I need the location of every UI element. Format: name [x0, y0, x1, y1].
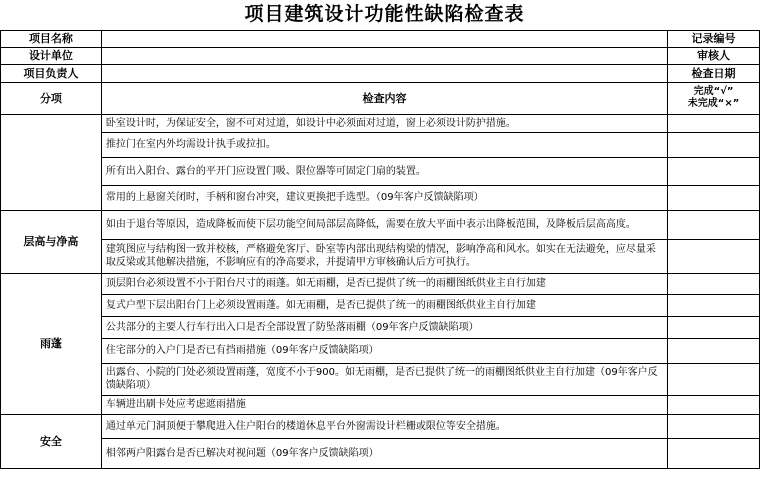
project-name-label: 项目名称: [1, 30, 102, 47]
check-item: 推拉门在室内外均需设计执手或拉扣。: [101, 132, 667, 157]
table-row: [1, 294, 760, 316]
title-row: [1, 0, 760, 30]
check-item: 建筑图应与结构图一致并校核，严格避免客厅、卧室等内部出现结构梁的情况，影响净高和风水。如实在无法避免，应尽量采取反梁或其他解决措施，不影响应有的净高要求，并提请甲方审核确认后方可执行。: [101, 239, 667, 273]
content-header: 检查内容: [101, 82, 667, 114]
column-header-row: [1, 82, 760, 114]
record-no-label: 记录编号: [668, 30, 760, 47]
check-item: 如由于退台等原因，造成降板而使下层功能空间局部层高降低，需要在放大平面中表示出降板范围，及降板后层高高度。: [101, 210, 667, 239]
status-cell[interactable]: [668, 210, 760, 239]
status-cell[interactable]: [668, 316, 760, 338]
table-row: [1, 273, 760, 294]
table-row: [1, 338, 760, 363]
check-item: 顶层阳台必须设置不小于阳台尺寸的雨蓬。如无雨棚，是否已提供了统一的雨棚图纸供业主自行加建: [101, 273, 667, 294]
check-item: 复式户型下层出阳台门上必须设置雨蓬。如无雨棚，是否已提供了统一的雨棚图纸供业主自行加建: [101, 294, 667, 316]
info-row-project-lead: [1, 64, 760, 82]
status-cell[interactable]: [668, 132, 760, 157]
info-row-design-unit: [1, 47, 760, 64]
status-cell[interactable]: [668, 114, 760, 132]
status-cell[interactable]: [668, 157, 760, 185]
check-item: 所有出入阳台、露台的平开门应设置门吸、限位器等可固定门扇的装置。: [101, 157, 667, 185]
table-row: [1, 132, 760, 157]
status-cell[interactable]: [668, 414, 760, 438]
page-title: 项目建筑设计功能性缺陷检查表: [101, 0, 667, 30]
status-cell[interactable]: [668, 363, 760, 395]
table-row: [1, 414, 760, 438]
title-left-blank: [1, 0, 102, 30]
status-cell[interactable]: [668, 185, 760, 210]
check-item: 出露台、小院的门处必须设置雨蓬，宽度不小于900。如无雨棚，是否已提供了统一的雨棚图纸供业主自行加建（09年客户反馈缺陷项）: [101, 363, 667, 395]
info-row-project-name: [1, 30, 760, 47]
category-cell-canopy: 雨蓬: [1, 273, 102, 414]
status-cell[interactable]: [668, 239, 760, 273]
status-cell[interactable]: [668, 395, 760, 414]
check-item: 常用的上悬窗关闭时，手柄和窗台冲突，建议更换把手选型。（09年客户反馈缺陷项）: [101, 185, 667, 210]
status-cell[interactable]: [668, 338, 760, 363]
status-header-line1: 完成“√”: [693, 86, 734, 97]
check-date-label: 检查日期: [668, 64, 760, 82]
status-cell[interactable]: [668, 294, 760, 316]
status-cell[interactable]: [668, 438, 760, 468]
category-header: 分项: [1, 82, 102, 114]
table-row: [1, 363, 760, 395]
status-header: [668, 82, 760, 114]
table-row: [1, 395, 760, 414]
check-item: 车辆进出刷卡处应考虑遮雨措施: [101, 395, 667, 414]
status-cell[interactable]: [668, 273, 760, 294]
category-cell-general: [1, 114, 102, 210]
design-unit-label: 设计单位: [1, 47, 102, 64]
table-row: [1, 185, 760, 210]
check-item: 住宅部分的入户门是否已有挡雨措施（09年客户反馈缺陷项）: [101, 338, 667, 363]
design-unit-value[interactable]: [101, 47, 667, 64]
check-item: 卧室设计时，为保证安全，窗不可对过道，如设计中必须面对过道，窗上必须设计防护措施。: [101, 114, 667, 132]
table-row: [1, 239, 760, 273]
project-name-value[interactable]: [101, 30, 667, 47]
table-row: [1, 316, 760, 338]
check-item: 公共部分的主要人行车行出入口是否全部设置了防坠落雨棚（09年客户反馈缺陷项）: [101, 316, 667, 338]
project-lead-value[interactable]: [101, 64, 667, 82]
check-item: 相邻两户阳露台是否已解决对视问题（09年客户反馈缺陷项）: [101, 438, 667, 468]
title-right-blank: [668, 0, 760, 30]
table-row: [1, 114, 760, 132]
reviewer-label: 审核人: [668, 47, 760, 64]
project-lead-label: 项目负责人: [1, 64, 102, 82]
status-header-line2: 未完成“×”: [687, 98, 740, 109]
table-row: [1, 210, 760, 239]
table-row: [1, 438, 760, 468]
category-cell-safety: 安全: [1, 414, 102, 468]
category-cell-ceiling-height: 层高与净高: [1, 210, 102, 273]
table-row: [1, 157, 760, 185]
check-item: 通过单元门洞顶便于攀爬进入住户阳台的楼道休息平台外窗需设计栏栅或限位等安全措施。: [101, 414, 667, 438]
